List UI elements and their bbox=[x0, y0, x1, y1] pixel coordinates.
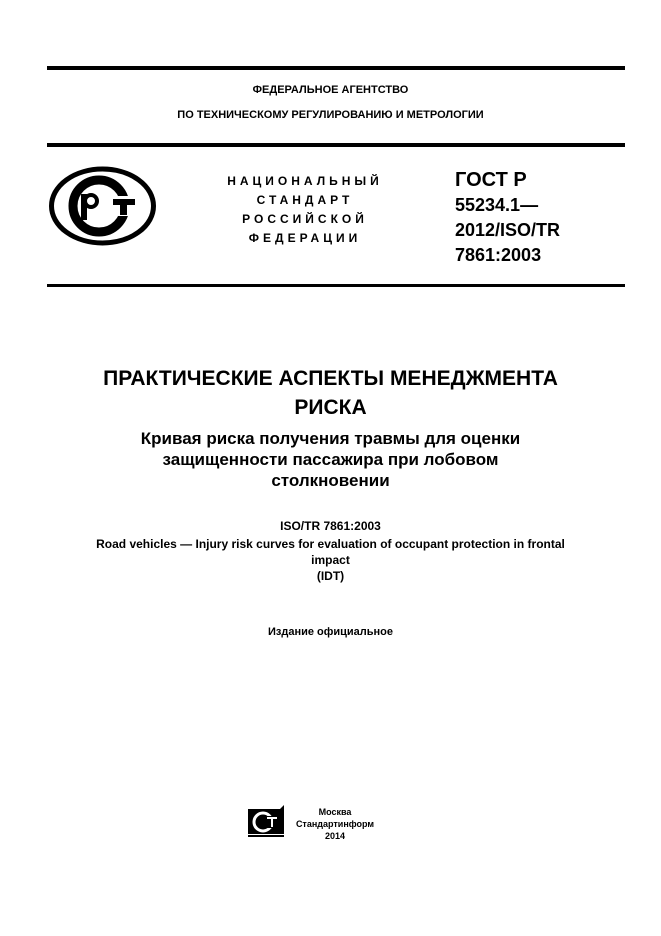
rst-logo bbox=[49, 166, 156, 246]
national-l2: СТАНДАРТ bbox=[256, 193, 354, 207]
standartinform-logo bbox=[246, 805, 286, 838]
gost-l3: 2012/ISO/TR bbox=[455, 220, 561, 240]
agency-line-2: ПО ТЕХНИЧЕСКОМУ РЕГУЛИРОВАНИЮ И МЕТРОЛОГИИ bbox=[177, 109, 484, 121]
publisher-year: 2014 bbox=[324, 831, 346, 841]
agency-line-1: ФЕДЕРАЛЬНОЕ АГЕНТСТВО bbox=[252, 84, 409, 96]
subtitle-l1: Кривая риска получения травмы для оценки bbox=[140, 429, 521, 448]
iso-number: ISO/TR 7861:2003 bbox=[280, 519, 381, 533]
iso-idt: (IDT) bbox=[316, 569, 345, 583]
iso-title-l2: impact bbox=[311, 553, 350, 567]
publisher-name: Стандартинформ bbox=[295, 819, 375, 829]
subtitle-l2: защищенности пассажира при лобовом bbox=[162, 450, 499, 469]
iso-title-l1: Road vehicles — Injury risk curves for evaluation of occupant protection in frontal bbox=[96, 537, 565, 551]
header-rule bbox=[47, 143, 625, 147]
subtitle-l3: столкновении bbox=[271, 471, 390, 490]
top-rule bbox=[47, 66, 625, 70]
gost-l1: ГОСТ Р bbox=[455, 169, 527, 191]
national-l3: РОССИЙСКОЙ bbox=[242, 212, 368, 226]
national-l1: НАЦИОНАЛЬНЫЙ bbox=[227, 174, 383, 188]
edition-label: Издание официальное bbox=[267, 626, 394, 638]
title-l2: РИСКА bbox=[294, 396, 367, 419]
gost-l2: 55234.1— bbox=[455, 195, 539, 215]
title-l1: ПРАКТИЧЕСКИЕ АСПЕКТЫ МЕНЕДЖМЕНТА bbox=[103, 367, 558, 390]
header-bottom-rule bbox=[47, 284, 625, 287]
publisher-city: Москва bbox=[318, 807, 352, 817]
national-l4: ФЕДЕРАЦИИ bbox=[248, 231, 362, 245]
gost-l4: 7861:2003 bbox=[455, 245, 542, 265]
